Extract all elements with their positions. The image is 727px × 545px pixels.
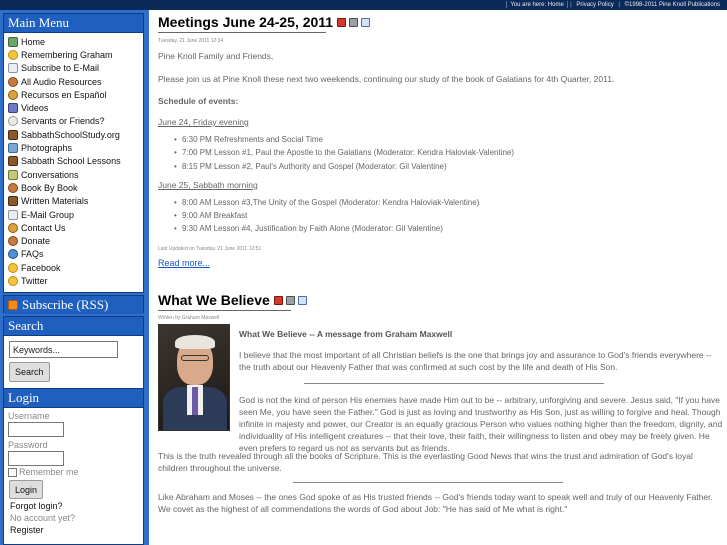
article-title (158, 14, 723, 30)
book-icon (8, 196, 18, 206)
menu-item-subscribe-email[interactable] (8, 62, 143, 75)
article-date: Tuesday, 21 June 2011 12:34 (158, 38, 224, 44)
print-icon[interactable] (349, 18, 358, 27)
menu-label: Subscribe to E-Mail (21, 63, 100, 74)
menu-item-remembering-graham[interactable] (8, 48, 143, 61)
article-meetings (158, 14, 723, 268)
paragraph: This is the truth revealed through all the books of Scripture. This is the everlasting Good News that wins the trust and admiration of God's loyal children throughout the universe. (158, 451, 693, 473)
article-tools (337, 18, 370, 27)
read-more-link[interactable]: Read more... (158, 257, 211, 268)
menu-item-audio-resources[interactable] (8, 75, 143, 88)
menu-item-email-group[interactable] (8, 208, 143, 221)
menu-item-facebook[interactable] (8, 261, 143, 274)
globe-icon (8, 223, 18, 233)
menu-item-faqs[interactable] (8, 248, 143, 261)
article-what-we-believe (158, 292, 723, 545)
title-underline (158, 310, 291, 311)
lead-text: What We Believe -- A message from Graham Maxwell (239, 329, 453, 339)
search-module (3, 316, 144, 392)
mail-icon (8, 63, 18, 73)
audio-icon (8, 77, 18, 87)
email-icon[interactable] (361, 18, 370, 27)
password-label: Password (8, 440, 48, 450)
menu-item-twitter[interactable] (8, 274, 143, 287)
login-title: Login (4, 389, 143, 408)
star-icon (8, 50, 18, 60)
paragraph: Like Abraham and Moses -- the ones God spoke of as His trusted friends -- God's friends today want to speak well and truly of our Heavenly Father. We covet as the highest of all commendations the words of God about Job: "He has said of Me what is right." (158, 492, 713, 514)
menu-item-videos[interactable] (8, 101, 143, 114)
article-body (158, 324, 723, 545)
menu-item-photographs[interactable] (8, 141, 143, 154)
menu-label: Home (21, 36, 46, 47)
menu-label: Remembering Graham (21, 49, 113, 60)
list-item: • 8:00 AM Lesson #3,The Unity of the Gospel (Moderator: Kendra Haloviak-Valentine) (174, 196, 723, 209)
email-icon[interactable] (298, 296, 307, 305)
menu-item-contact-us[interactable] (8, 221, 143, 234)
mail-icon (8, 210, 18, 220)
rss-icon (8, 300, 18, 310)
privacy-policy-link[interactable]: Privacy Policy (576, 2, 614, 8)
top-bar (0, 0, 727, 10)
paragraph: God is not the kind of person His enemies have made Him out to be -- arbitrary, unforgiving and severe. Jesus said, "If you have seen Me, you have seen the Father." God is just as loving and trustworthy as His Son, just as willing to forgive and heal. Though infinite in majesty and power, our Creator is an equally gracious Person who values nothing higher than the freedom, dignity, and individuality of His intelligent creatures -- that their love, their faith, their willingness to listen and obey may be freely given. He even prefers to regard us not as servants but as friends. (239, 395, 723, 453)
menu-item-sabbathschoolstudy[interactable] (8, 128, 143, 141)
search-input[interactable] (9, 341, 118, 358)
day2-heading: June 25, Sabbath morning (158, 179, 258, 190)
day1-heading: June 24, Friday evening (158, 117, 249, 127)
article-title (158, 292, 723, 308)
remember-me-checkbox[interactable] (8, 468, 17, 477)
main-menu-module (3, 13, 144, 293)
article-title-text[interactable]: What We Believe (158, 292, 270, 308)
menu-label: Videos (21, 103, 49, 114)
article-tools (274, 296, 307, 305)
main-menu-list (4, 33, 143, 288)
menu-label: Twitter (21, 275, 48, 286)
person-icon (8, 183, 18, 193)
menu-label: Recursos en Español (21, 89, 107, 100)
star-icon (8, 263, 18, 273)
menu-item-donate[interactable] (8, 234, 143, 247)
schedule-heading: Schedule of events: (158, 96, 239, 106)
rss-module[interactable] (3, 295, 144, 313)
greeting: Pine Knoll Family and Friends, (158, 51, 274, 61)
last-updated: Last Updated on Tuesday, 21 June 2011 12:51 (158, 245, 262, 252)
menu-label: Servants or Friends? (21, 116, 105, 127)
paragraph: I believe that the most important of all Christian beliefs is the one that brings joy and assurance to God's friends everywhere -- the truth about our Heavenly Father that was confirmed at such cost by the life and death of His Son. (239, 350, 712, 372)
menu-label: Written Materials (21, 196, 89, 207)
list-item: • 8:15 PM Lesson #2, Paul's Authority and Gospel (Moderator: Gil Valentine) (174, 160, 723, 173)
author-photo (158, 324, 230, 431)
menu-label: Sabbath School Lessons (21, 156, 121, 167)
list-item: • 9:00 AM Breakfast (174, 209, 723, 222)
search-title: Search (4, 317, 143, 336)
globe-icon (8, 90, 18, 100)
star-icon (8, 276, 18, 286)
top-links: [ You are here: Home ] | Privacy Policy | ©1998-2011 Pine Knoll Publications (506, 0, 723, 10)
book-icon (8, 156, 18, 166)
search-button[interactable]: Search (9, 362, 50, 382)
chat-icon (8, 170, 18, 180)
intro: Please join us at Pine Knoll these next two weekends, continuing our study of the book of Galatians for 4th Quarter, 2011. (158, 74, 615, 84)
copyright-text: ©1998-2011 Pine Knoll Publications (624, 2, 720, 8)
info-icon (8, 249, 18, 259)
pdf-icon[interactable] (274, 296, 283, 305)
menu-label: All Audio Resources (21, 76, 102, 87)
menu-label: Book By Book (21, 182, 78, 193)
username-field[interactable] (8, 422, 64, 437)
password-field[interactable] (8, 451, 64, 466)
sidebar (0, 10, 149, 545)
forgot-login-link[interactable]: Forgot login? (10, 501, 63, 511)
list-item: • 9:30 AM Lesson #4, Justification by Faith Alone (Moderator: Gil Valentine) (174, 222, 723, 235)
rss-title[interactable] (4, 296, 143, 314)
article-author: Written by Graham Maxwell (158, 315, 220, 321)
menu-label: FAQs (21, 249, 44, 260)
day1-events (158, 133, 723, 173)
register-link[interactable]: Register (10, 525, 44, 535)
menu-label: Donate (21, 236, 51, 247)
menu-label: Contact Us (21, 222, 66, 233)
menu-item-book-by-book[interactable] (8, 181, 143, 194)
list-item: • 7:00 PM Lesson #1, Paul the Apostle to the Galatians (Moderator: Kendra Haloviak-Valentine) (174, 146, 723, 159)
rss-label: Subscribe (RSS) (22, 297, 109, 312)
home-icon (8, 37, 18, 47)
menu-item-recursos-espanol[interactable] (8, 88, 143, 101)
username-label: Username (8, 411, 50, 421)
day2-events (158, 196, 723, 236)
menu-label: Photographs (21, 143, 73, 154)
login-button[interactable]: Login (9, 480, 43, 499)
remember-me[interactable] (8, 467, 143, 477)
remember-me-label: Remember me (19, 467, 79, 477)
breadcrumb: You are here: Home (510, 2, 564, 8)
menu-item-written-materials[interactable] (8, 195, 143, 208)
book-icon (8, 130, 18, 140)
print-icon[interactable] (286, 296, 295, 305)
video-icon (8, 103, 18, 113)
photo-icon (8, 143, 18, 153)
article-title-text[interactable]: Meetings June 24-25, 2011 (158, 14, 334, 30)
no-account-text: No account yet? (10, 513, 76, 523)
title-underline (158, 32, 326, 33)
menu-item-conversations[interactable] (8, 168, 143, 181)
menu-label: Facebook (21, 262, 61, 273)
main-menu-title: Main Menu (4, 14, 143, 33)
menu-label: SabbathSchoolStudy.org (21, 129, 120, 140)
menu-item-servants-or-friends[interactable] (8, 115, 143, 128)
menu-label: E-Mail Group (21, 209, 75, 220)
login-module (3, 388, 144, 545)
person-icon (8, 236, 18, 246)
question-icon (8, 116, 18, 126)
menu-item-home[interactable] (8, 35, 143, 48)
divider (293, 482, 563, 483)
list-item: • 6:30 PM Refreshments and Social Time (174, 133, 723, 146)
pdf-icon[interactable] (337, 18, 346, 27)
menu-label: Conversations (21, 169, 79, 180)
divider (304, 383, 604, 384)
menu-item-sabbath-school-lessons[interactable] (8, 155, 143, 168)
